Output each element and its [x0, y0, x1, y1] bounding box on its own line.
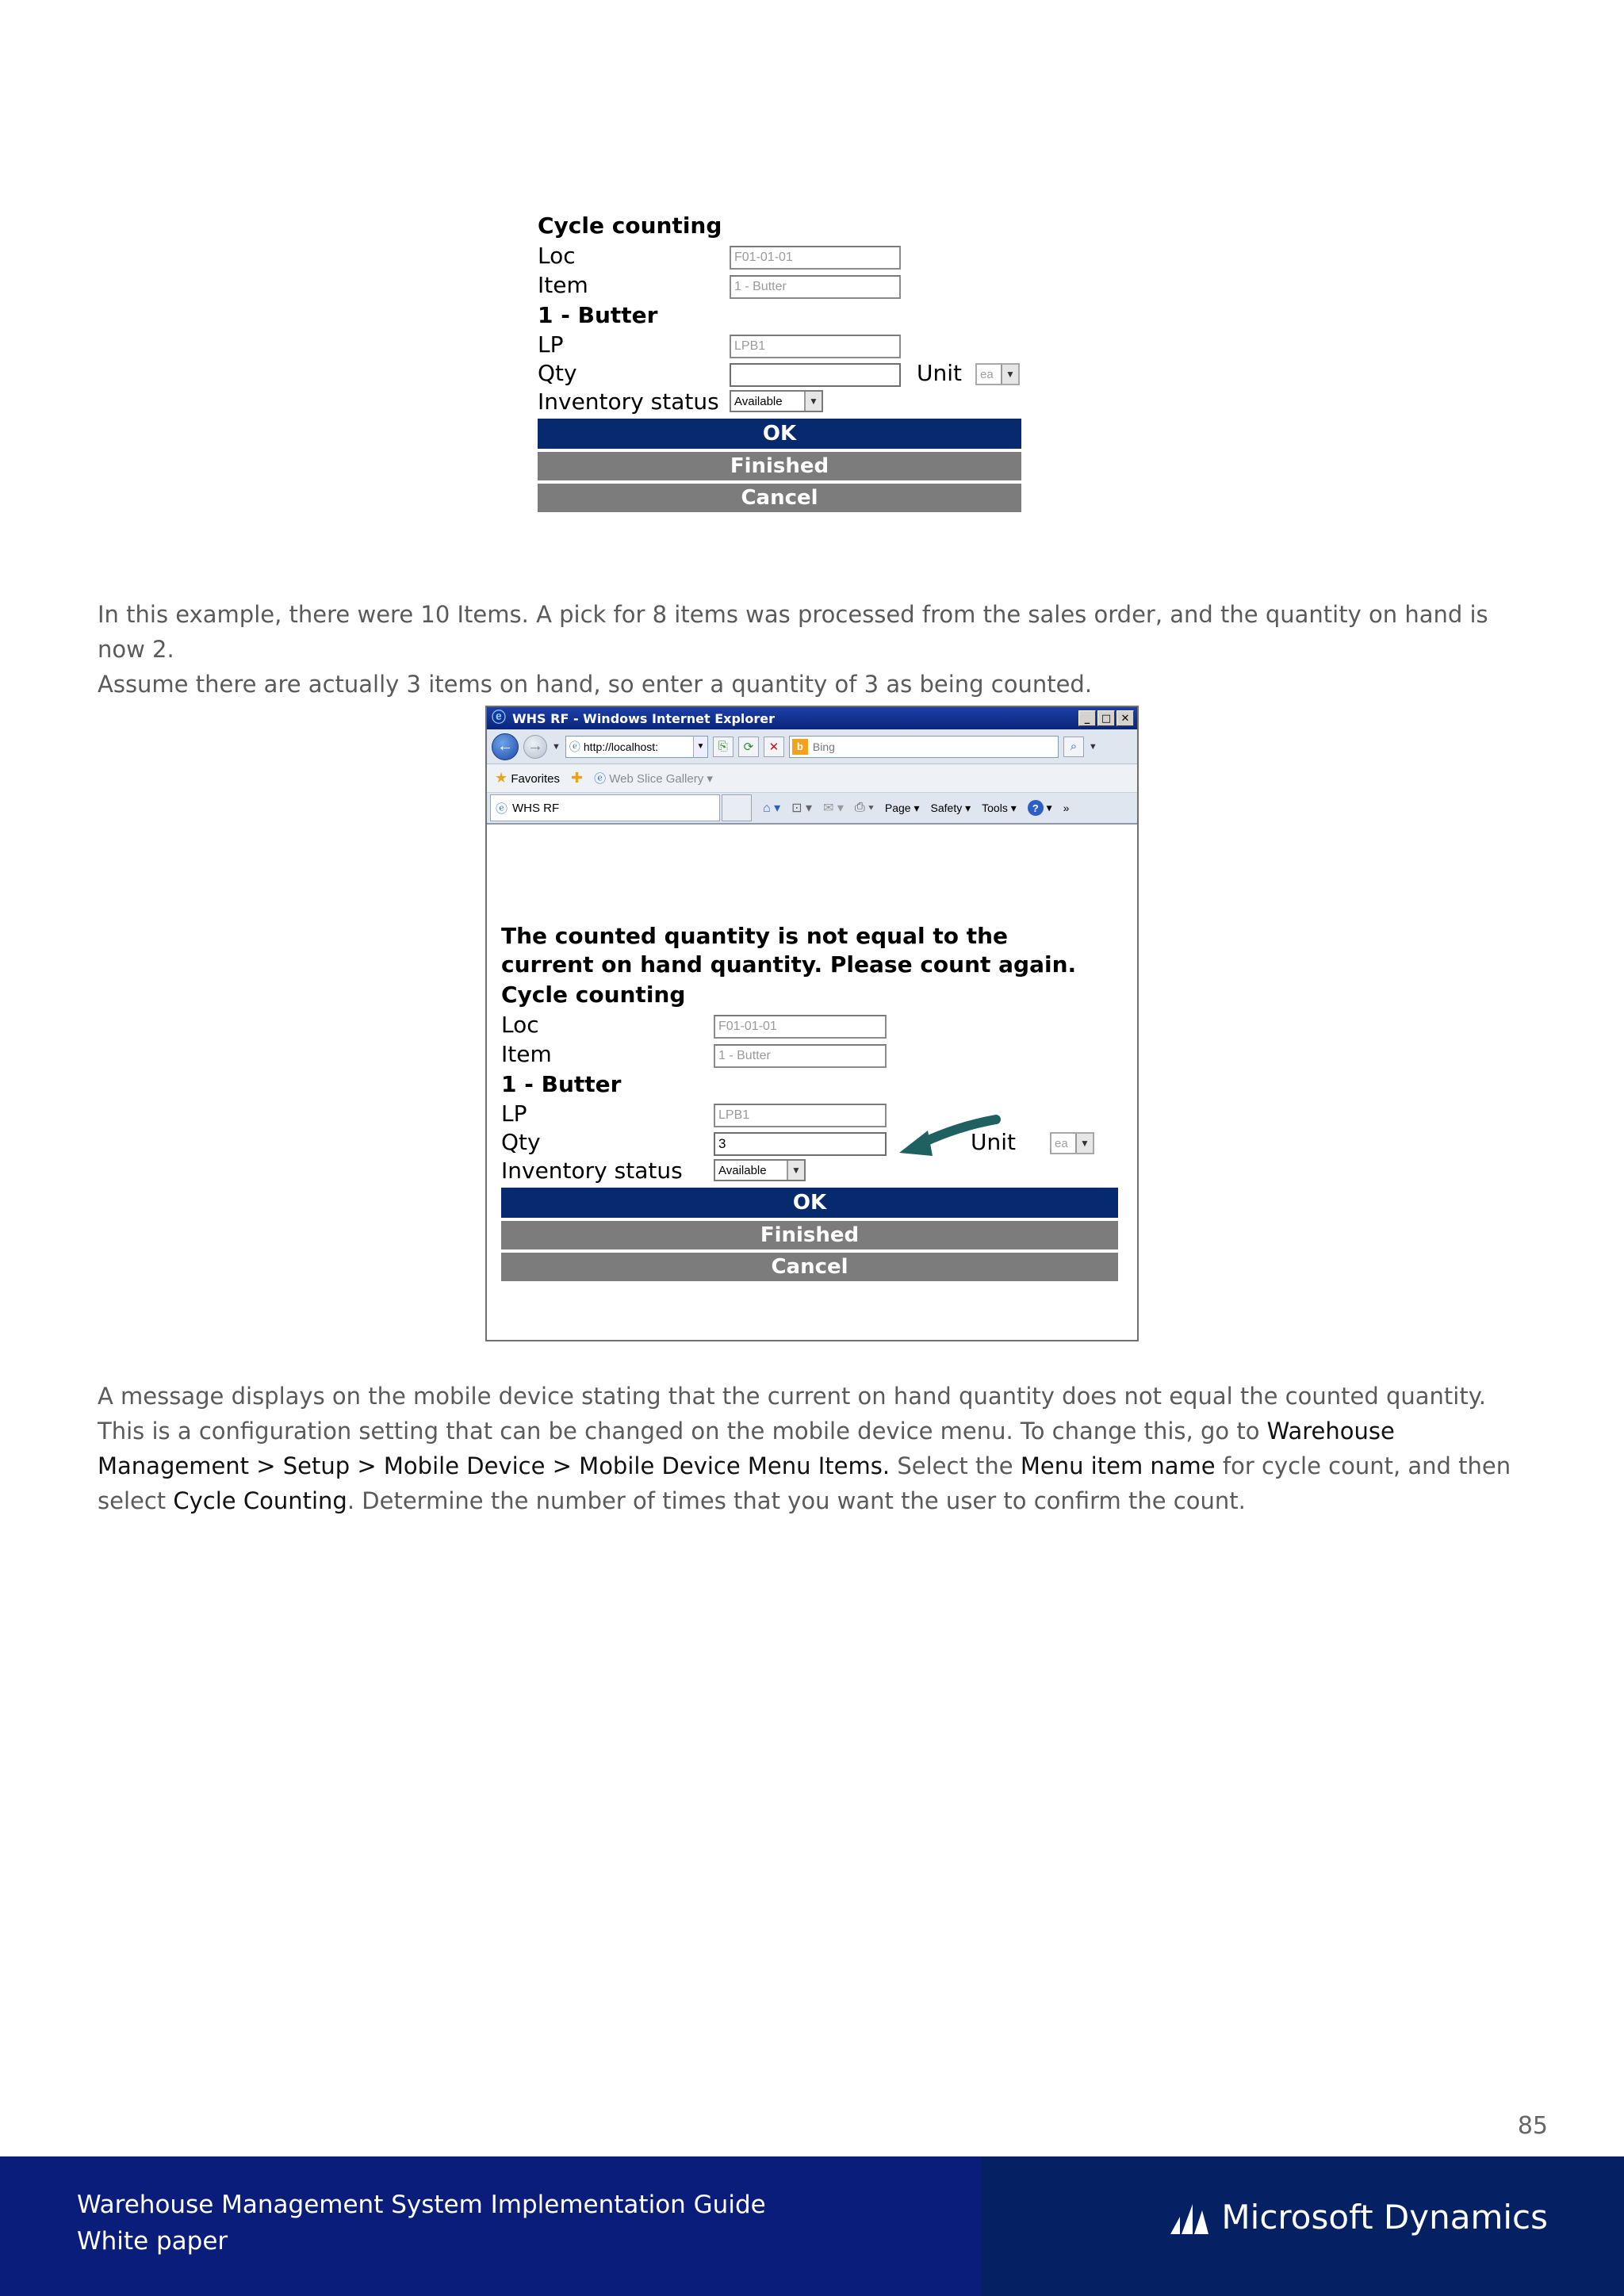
lp-field[interactable]: LPB1 [714, 1104, 887, 1127]
tab-title: WHS RF [512, 801, 560, 815]
chevron-down-icon: ▼ [1075, 1134, 1093, 1153]
loc-label: Loc [538, 243, 576, 269]
forward-icon[interactable]: → [523, 735, 547, 759]
para2-text-2: Select the [890, 1452, 1021, 1479]
unit-select-value: ea [980, 367, 994, 381]
mail-icon[interactable]: ✉ ▾ [823, 802, 844, 815]
item-field[interactable]: 1 - Butter [714, 1044, 887, 1068]
minimize-icon[interactable]: _ [1078, 710, 1096, 726]
intro-line-2: Assume there are actually 3 items on hand, so enter a quantity of 3 as being counted. [98, 671, 1093, 698]
loc-label: Loc [501, 1012, 539, 1038]
microsoft-dynamics-logo-icon [1169, 2199, 1213, 2236]
tab-bar [487, 793, 1137, 825]
finished-button[interactable]: Finished [501, 1221, 1118, 1249]
item-label: Item [501, 1041, 552, 1067]
inventory-status-select[interactable] [714, 1159, 806, 1181]
brand-name: Microsoft Dynamics [1221, 2198, 1548, 2237]
print-icon[interactable]: ⎙ ▾ [854, 801, 874, 814]
document-title: Warehouse Management System Implementation Guide [77, 2191, 766, 2219]
address-text: http://localhost: [583, 740, 659, 753]
compatibility-icon[interactable]: ⎘ [713, 737, 733, 757]
cycle-counting-form-browser [501, 923, 1120, 1288]
item-heading: 1 - Butter [501, 1071, 622, 1097]
ie-logo-icon: ⓔ [492, 710, 506, 726]
chevron-down-icon[interactable]: ▼ [552, 741, 561, 752]
item-field[interactable]: 1 - Butter [730, 275, 901, 299]
form-title: Cycle counting [501, 982, 686, 1008]
unit-select-value: ea [1055, 1136, 1068, 1150]
finished-button[interactable]: Finished [538, 452, 1021, 480]
qty-input[interactable]: 3 [714, 1132, 887, 1156]
navigation-toolbar [487, 729, 1137, 764]
window-title: WHS RF - Windows Internet Explorer [512, 710, 776, 726]
address-bar[interactable] [565, 736, 708, 758]
menu-path: Warehouse Management > Setup > Mobile Device > Mobile Device Menu Items. [98, 1418, 1395, 1479]
unit-label: Unit [917, 360, 962, 386]
cycle-counting-term: Cycle Counting [173, 1487, 347, 1514]
page-icon: ⓔ [569, 740, 580, 753]
inventory-status-value: Available [718, 1163, 767, 1177]
web-slice-gallery-link[interactable]: ⓔ Web Slice Gallery ▾ [594, 772, 713, 786]
cycle-counting-form-top [538, 212, 1021, 514]
intro-line-1: In this example, there were 10 Items. A pick for 8 items was processed from the sales order, and the quantity on hand is now 2. [98, 601, 1488, 663]
loc-field[interactable]: F01-01-01 [730, 246, 901, 270]
browser-window [485, 706, 1139, 1341]
maximize-icon[interactable]: □ [1097, 710, 1115, 726]
help-icon: ? [1028, 800, 1044, 816]
unit-label: Unit [971, 1129, 1016, 1155]
menu-item-name-term: Menu item name [1020, 1452, 1216, 1479]
para2-text-4: . Determine the number of times that you want the user to confirm the count. [347, 1487, 1246, 1514]
document-info [77, 2187, 766, 2260]
explanation-paragraph [98, 1379, 1533, 1518]
page-menu[interactable]: Page ▾ [884, 801, 920, 814]
window-titlebar [487, 707, 1137, 729]
new-tab-button[interactable] [722, 794, 752, 821]
para2-text-1: A message displays on the mobile device stating that the current on hand quantity does not equal the counted quantity. This is a configuration setting that can be changed on the mobile device menu. To change this, go to [98, 1383, 1486, 1445]
web-slice-label: Web Slice Gallery [609, 772, 704, 786]
help-menu[interactable]: ? ▾ [1028, 800, 1052, 816]
add-favorites-icon[interactable]: ✚ [571, 770, 584, 786]
ie-page-icon: ⓔ [594, 772, 607, 786]
qty-label: Qty [538, 360, 577, 386]
ok-button[interactable]: OK [501, 1188, 1118, 1218]
inventory-status-label: Inventory status [501, 1158, 683, 1184]
tools-menu-label: Tools [982, 801, 1008, 814]
page-menu-label: Page [884, 801, 911, 814]
chevron-down-icon[interactable]: ▼ [1088, 741, 1097, 752]
search-placeholder: Bing [812, 740, 835, 753]
inventory-status-select[interactable] [730, 390, 823, 412]
tools-menu[interactable]: Tools ▾ [982, 801, 1017, 814]
cancel-button[interactable]: Cancel [538, 484, 1021, 512]
search-input[interactable] [789, 736, 1059, 758]
form-title: Cycle counting [538, 212, 722, 239]
lp-field[interactable]: LPB1 [730, 335, 901, 358]
ie-page-icon: ⓔ [496, 802, 508, 816]
cancel-button[interactable]: Cancel [501, 1253, 1118, 1281]
feeds-icon[interactable]: ⊡ ▾ [791, 802, 813, 815]
para2-text-3: for cycle count, and then select [98, 1452, 1511, 1514]
home-icon[interactable]: ⌂ ▾ [763, 802, 781, 815]
inventory-status-value: Available [734, 394, 783, 408]
item-heading: 1 - Butter [538, 302, 658, 328]
lp-label: LP [501, 1100, 527, 1127]
intro-paragraph [98, 597, 1533, 702]
refresh-icon[interactable]: ⟳ [738, 737, 759, 757]
favorites-label: Favorites [511, 772, 560, 786]
loc-field[interactable]: F01-01-01 [714, 1015, 887, 1039]
qty-input[interactable] [730, 363, 901, 387]
bing-logo-icon: b [792, 739, 808, 755]
lp-label: LP [538, 331, 564, 358]
chevron-down-icon: ▼ [804, 392, 822, 411]
safety-menu[interactable]: Safety ▾ [930, 801, 971, 814]
chevron-down-icon: ▼ [787, 1161, 804, 1180]
star-icon: ★ [495, 770, 508, 786]
inventory-status-label: Inventory status [538, 388, 719, 415]
stop-icon[interactable]: ✕ [764, 737, 784, 757]
favorites-button[interactable] [495, 770, 560, 786]
tab-whs-rf[interactable] [490, 794, 720, 821]
page-number: 85 [1517, 2112, 1548, 2140]
callout-arrow-icon [882, 1110, 1001, 1165]
search-icon[interactable]: ⌕ [1063, 737, 1084, 757]
count-mismatch-message-2: current on hand quantity. Please count again. [501, 951, 1077, 978]
ok-button[interactable]: OK [538, 419, 1021, 449]
back-icon[interactable]: ← [492, 733, 519, 760]
chevron-down-icon: ▼ [1001, 365, 1018, 384]
close-icon[interactable]: ✕ [1116, 710, 1134, 726]
count-mismatch-message-1: The counted quantity is not equal to the [501, 923, 1009, 949]
unit-select[interactable] [975, 363, 1020, 385]
safety-menu-label: Safety [930, 801, 963, 814]
favorites-bar [487, 764, 1137, 793]
brand-logo [1169, 2198, 1548, 2237]
more-commands-icon[interactable]: » [1063, 802, 1070, 814]
qty-label: Qty [501, 1129, 541, 1155]
footer-band [0, 2156, 1624, 2296]
item-label: Item [538, 272, 588, 298]
chevron-down-icon[interactable]: ▼ [693, 737, 707, 757]
unit-select[interactable] [1050, 1132, 1094, 1154]
document-type: White paper [77, 2227, 228, 2256]
